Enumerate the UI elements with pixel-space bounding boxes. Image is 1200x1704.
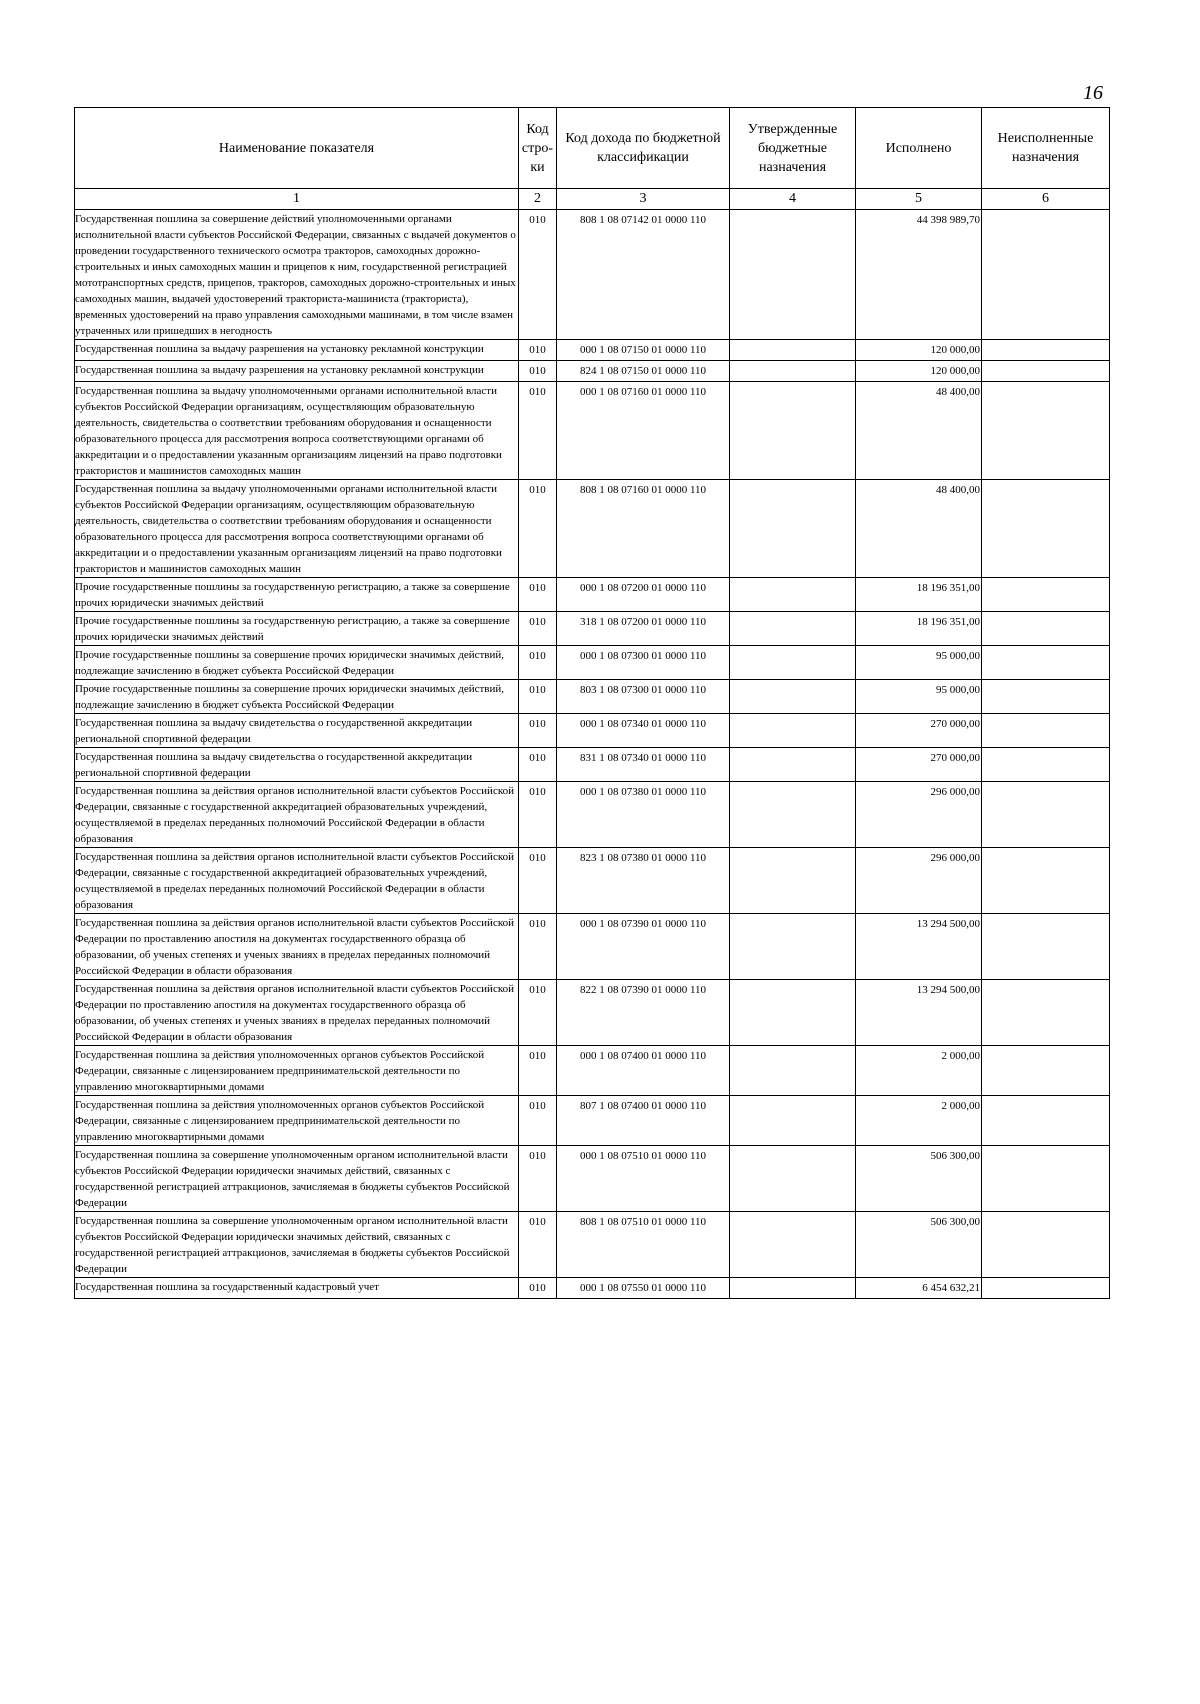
row-code: 010 [519, 680, 557, 714]
row-name: Прочие государственные пошлины за совершение прочих юридически значимых действий, подлежащие зачислению в бюджет субъекта Российской Федерации [75, 680, 519, 714]
header-code: Код стро-ки [519, 108, 557, 189]
row-executed: 506 300,00 [856, 1146, 982, 1212]
header-kbk: Код дохода по бюджетной классификации [557, 108, 730, 189]
row-kbk: 000 1 08 07380 01 0000 110 [557, 782, 730, 848]
row-name: Государственная пошлина за совершение действий уполномоченными органами исполнительной власти субъектов Российской Федерации, связанных с выдачей документов о проведении государственного технического осмотра тракторов, самоходных дорожно-строительных и иных самоходных машин и прицепов к ним, государственной регистрацией мототранспортных средств, прицепов, тракторов, самоходных дорожно-строительных и иных самоходных машин, выдачей удостоверений тракториста-машиниста (тракториста), временных удостоверений на право управления самоходными машинами, в том числе взамен утраченных или пришедших в негодность [75, 210, 519, 340]
row-unexecuted [982, 646, 1110, 680]
page-number: 16 [1083, 82, 1103, 104]
row-executed: 506 300,00 [856, 1212, 982, 1278]
table-row [75, 1096, 1110, 1146]
row-executed: 270 000,00 [856, 714, 982, 748]
row-unexecuted [982, 1046, 1110, 1096]
header-name: Наименование показателя [75, 108, 519, 189]
row-name: Государственная пошлина за действия органов исполнительной власти субъектов Российской Федерации по проставлению апостиля на документах государственного образца об образовании, об ученых степенях и ученых званиях в пределах переданных полномочий Российской Федерации в области образования [75, 980, 519, 1046]
row-approved [730, 1046, 856, 1096]
row-unexecuted [982, 680, 1110, 714]
row-executed: 2 000,00 [856, 1096, 982, 1146]
row-code: 010 [519, 361, 557, 382]
table-row [75, 1146, 1110, 1212]
row-name: Прочие государственные пошлины за государственную регистрацию, а также за совершение прочих юридически значимых действий [75, 612, 519, 646]
column-number: 6 [982, 189, 1110, 210]
row-name: Прочие государственные пошлины за государственную регистрацию, а также за совершение прочих юридически значимых действий [75, 578, 519, 612]
table-body [75, 210, 1110, 1299]
row-name: Государственная пошлина за совершение уполномоченным органом исполнительной власти субъектов Российской Федерации юридически значимых действий, связанных с государственной регистрацией аттракционов, зачисляемая в бюджеты субъектов Российской Федерации [75, 1146, 519, 1212]
table-row [75, 748, 1110, 782]
row-unexecuted [982, 1146, 1110, 1212]
row-code: 010 [519, 914, 557, 980]
table-row [75, 210, 1110, 340]
row-code: 010 [519, 980, 557, 1046]
row-unexecuted [982, 578, 1110, 612]
row-code: 010 [519, 1278, 557, 1299]
column-number: 4 [730, 189, 856, 210]
row-code: 010 [519, 646, 557, 680]
row-executed: 13 294 500,00 [856, 980, 982, 1046]
table-row [75, 980, 1110, 1046]
table-row [75, 612, 1110, 646]
header-approved: Утвержденные бюджетные назначения [730, 108, 856, 189]
row-executed: 13 294 500,00 [856, 914, 982, 980]
row-name: Государственная пошлина за выдачу уполномоченными органами исполнительной власти субъектов Российской Федерации организациям, осуществляющим образовательную деятельность, свидетельства о соответствии требованиям оборудования и оснащенности образовательного процесса для рассмотрения вопроса соответствующими органами об аккредитации и о предоставлении указанным организациям лицензий на право подготовки трактористов и машинистов самоходных машин [75, 480, 519, 578]
row-name: Государственная пошлина за действия органов исполнительной власти субъектов Российской Федерации по проставлению апостиля на документах государственного образца об образовании, об ученых степенях и ученых званиях в пределах переданных полномочий Российской Федерации в области образования [75, 914, 519, 980]
table-row [75, 480, 1110, 578]
row-executed: 48 400,00 [856, 480, 982, 578]
table-row [75, 340, 1110, 361]
row-approved [730, 680, 856, 714]
row-unexecuted [982, 361, 1110, 382]
table-row [75, 1212, 1110, 1278]
row-executed: 18 196 351,00 [856, 612, 982, 646]
row-approved [730, 1212, 856, 1278]
row-unexecuted [982, 612, 1110, 646]
table-row [75, 1046, 1110, 1096]
row-kbk: 831 1 08 07340 01 0000 110 [557, 748, 730, 782]
row-executed: 2 000,00 [856, 1046, 982, 1096]
row-executed: 296 000,00 [856, 848, 982, 914]
column-number: 2 [519, 189, 557, 210]
table-row [75, 914, 1110, 980]
row-kbk: 000 1 08 07550 01 0000 110 [557, 1278, 730, 1299]
row-unexecuted [982, 748, 1110, 782]
table-row [75, 578, 1110, 612]
row-unexecuted [982, 848, 1110, 914]
header-executed: Исполнено [856, 108, 982, 189]
row-unexecuted [982, 782, 1110, 848]
row-kbk: 000 1 08 07400 01 0000 110 [557, 1046, 730, 1096]
row-kbk: 000 1 08 07340 01 0000 110 [557, 714, 730, 748]
row-executed: 18 196 351,00 [856, 578, 982, 612]
row-approved [730, 340, 856, 361]
row-approved [730, 782, 856, 848]
row-unexecuted [982, 480, 1110, 578]
row-executed: 48 400,00 [856, 382, 982, 480]
row-approved [730, 210, 856, 340]
row-executed: 270 000,00 [856, 748, 982, 782]
table-row [75, 680, 1110, 714]
row-name: Государственная пошлина за действия уполномоченных органов субъектов Российской Федерации, связанные с лицензированием предпринимательской деятельности по управлению многоквартирными домами [75, 1096, 519, 1146]
row-code: 010 [519, 210, 557, 340]
row-name: Государственная пошлина за выдачу разрешения на установку рекламной конструкции [75, 361, 519, 382]
row-code: 010 [519, 714, 557, 748]
row-approved [730, 748, 856, 782]
row-kbk: 000 1 08 07300 01 0000 110 [557, 646, 730, 680]
row-approved [730, 1096, 856, 1146]
row-executed: 120 000,00 [856, 361, 982, 382]
row-executed: 120 000,00 [856, 340, 982, 361]
column-number: 5 [856, 189, 982, 210]
column-number-row [75, 189, 1110, 210]
table-row [75, 382, 1110, 480]
row-approved [730, 980, 856, 1046]
row-kbk: 808 1 08 07510 01 0000 110 [557, 1212, 730, 1278]
row-unexecuted [982, 382, 1110, 480]
row-code: 010 [519, 1096, 557, 1146]
row-code: 010 [519, 1046, 557, 1096]
table-row [75, 782, 1110, 848]
row-approved [730, 714, 856, 748]
row-kbk: 000 1 08 07390 01 0000 110 [557, 914, 730, 980]
row-name: Государственная пошлина за совершение уполномоченным органом исполнительной власти субъектов Российской Федерации юридически значимых действий, связанных с государственной регистрацией аттракционов, зачисляемая в бюджеты субъектов Российской Федерации [75, 1212, 519, 1278]
row-kbk: 318 1 08 07200 01 0000 110 [557, 612, 730, 646]
row-name: Государственная пошлина за действия уполномоченных органов субъектов Российской Федерации, связанные с лицензированием предпринимательской деятельности по управлению многоквартирными домами [75, 1046, 519, 1096]
row-kbk: 000 1 08 07160 01 0000 110 [557, 382, 730, 480]
row-approved [730, 1146, 856, 1212]
row-code: 010 [519, 782, 557, 848]
row-unexecuted [982, 210, 1110, 340]
row-approved [730, 848, 856, 914]
row-kbk: 803 1 08 07300 01 0000 110 [557, 680, 730, 714]
row-kbk: 000 1 08 07150 01 0000 110 [557, 340, 730, 361]
row-name: Государственная пошлина за выдачу уполномоченными органами исполнительной власти субъектов Российской Федерации организациям, осуществляющим образовательную деятельность, свидетельства о соответствии требованиям оборудования и оснащенности образовательного процесса для рассмотрения вопроса соответствующими органами об аккредитации и о предоставлении указанным организациям лицензий на право подготовки трактористов и машинистов самоходных машин [75, 382, 519, 480]
row-approved [730, 480, 856, 578]
row-name: Государственная пошлина за государственный кадастровый учет [75, 1278, 519, 1299]
row-kbk: 807 1 08 07400 01 0000 110 [557, 1096, 730, 1146]
row-approved [730, 361, 856, 382]
row-name: Государственная пошлина за выдачу свидетельства о государственной аккредитации региональной спортивной федерации [75, 714, 519, 748]
row-kbk: 808 1 08 07160 01 0000 110 [557, 480, 730, 578]
table-row [75, 646, 1110, 680]
table-header-row [75, 108, 1110, 189]
table-row [75, 1278, 1110, 1299]
row-unexecuted [982, 714, 1110, 748]
row-approved [730, 1278, 856, 1299]
row-code: 010 [519, 748, 557, 782]
row-unexecuted [982, 1212, 1110, 1278]
row-approved [730, 382, 856, 480]
row-code: 010 [519, 612, 557, 646]
row-code: 010 [519, 480, 557, 578]
row-approved [730, 578, 856, 612]
row-approved [730, 646, 856, 680]
budget-income-table [74, 107, 1110, 1299]
row-code: 010 [519, 578, 557, 612]
row-kbk: 824 1 08 07150 01 0000 110 [557, 361, 730, 382]
row-unexecuted [982, 1096, 1110, 1146]
row-name: Прочие государственные пошлины за совершение прочих юридически значимых действий, подлежащие зачислению в бюджет субъекта Российской Федерации [75, 646, 519, 680]
row-kbk: 000 1 08 07510 01 0000 110 [557, 1146, 730, 1212]
row-unexecuted [982, 980, 1110, 1046]
row-kbk: 000 1 08 07200 01 0000 110 [557, 578, 730, 612]
table-row [75, 361, 1110, 382]
row-code: 010 [519, 848, 557, 914]
row-approved [730, 612, 856, 646]
row-executed: 95 000,00 [856, 646, 982, 680]
row-approved [730, 914, 856, 980]
row-executed: 6 454 632,21 [856, 1278, 982, 1299]
row-executed: 44 398 989,70 [856, 210, 982, 340]
row-code: 010 [519, 340, 557, 361]
row-unexecuted [982, 1278, 1110, 1299]
table-row [75, 848, 1110, 914]
row-name: Государственная пошлина за действия органов исполнительной власти субъектов Российской Федерации, связанные с государственной аккредитацией образовательных учреждений, осуществляемой в пределах переданных полномочий Российской Федерации в области образования [75, 848, 519, 914]
row-code: 010 [519, 1146, 557, 1212]
row-kbk: 822 1 08 07390 01 0000 110 [557, 980, 730, 1046]
row-code: 010 [519, 382, 557, 480]
row-executed: 296 000,00 [856, 782, 982, 848]
row-unexecuted [982, 914, 1110, 980]
column-number: 1 [75, 189, 519, 210]
row-unexecuted [982, 340, 1110, 361]
row-name: Государственная пошлина за выдачу разрешения на установку рекламной конструкции [75, 340, 519, 361]
row-kbk: 808 1 08 07142 01 0000 110 [557, 210, 730, 340]
row-name: Государственная пошлина за действия органов исполнительной власти субъектов Российской Федерации, связанные с государственной аккредитацией образовательных учреждений, осуществляемой в пределах переданных полномочий Российской Федерации в области образования [75, 782, 519, 848]
table-row [75, 714, 1110, 748]
row-code: 010 [519, 1212, 557, 1278]
row-kbk: 823 1 08 07380 01 0000 110 [557, 848, 730, 914]
column-number: 3 [557, 189, 730, 210]
row-executed: 95 000,00 [856, 680, 982, 714]
header-unexecuted: Неисполненные назначения [982, 108, 1110, 189]
row-name: Государственная пошлина за выдачу свидетельства о государственной аккредитации региональной спортивной федерации [75, 748, 519, 782]
